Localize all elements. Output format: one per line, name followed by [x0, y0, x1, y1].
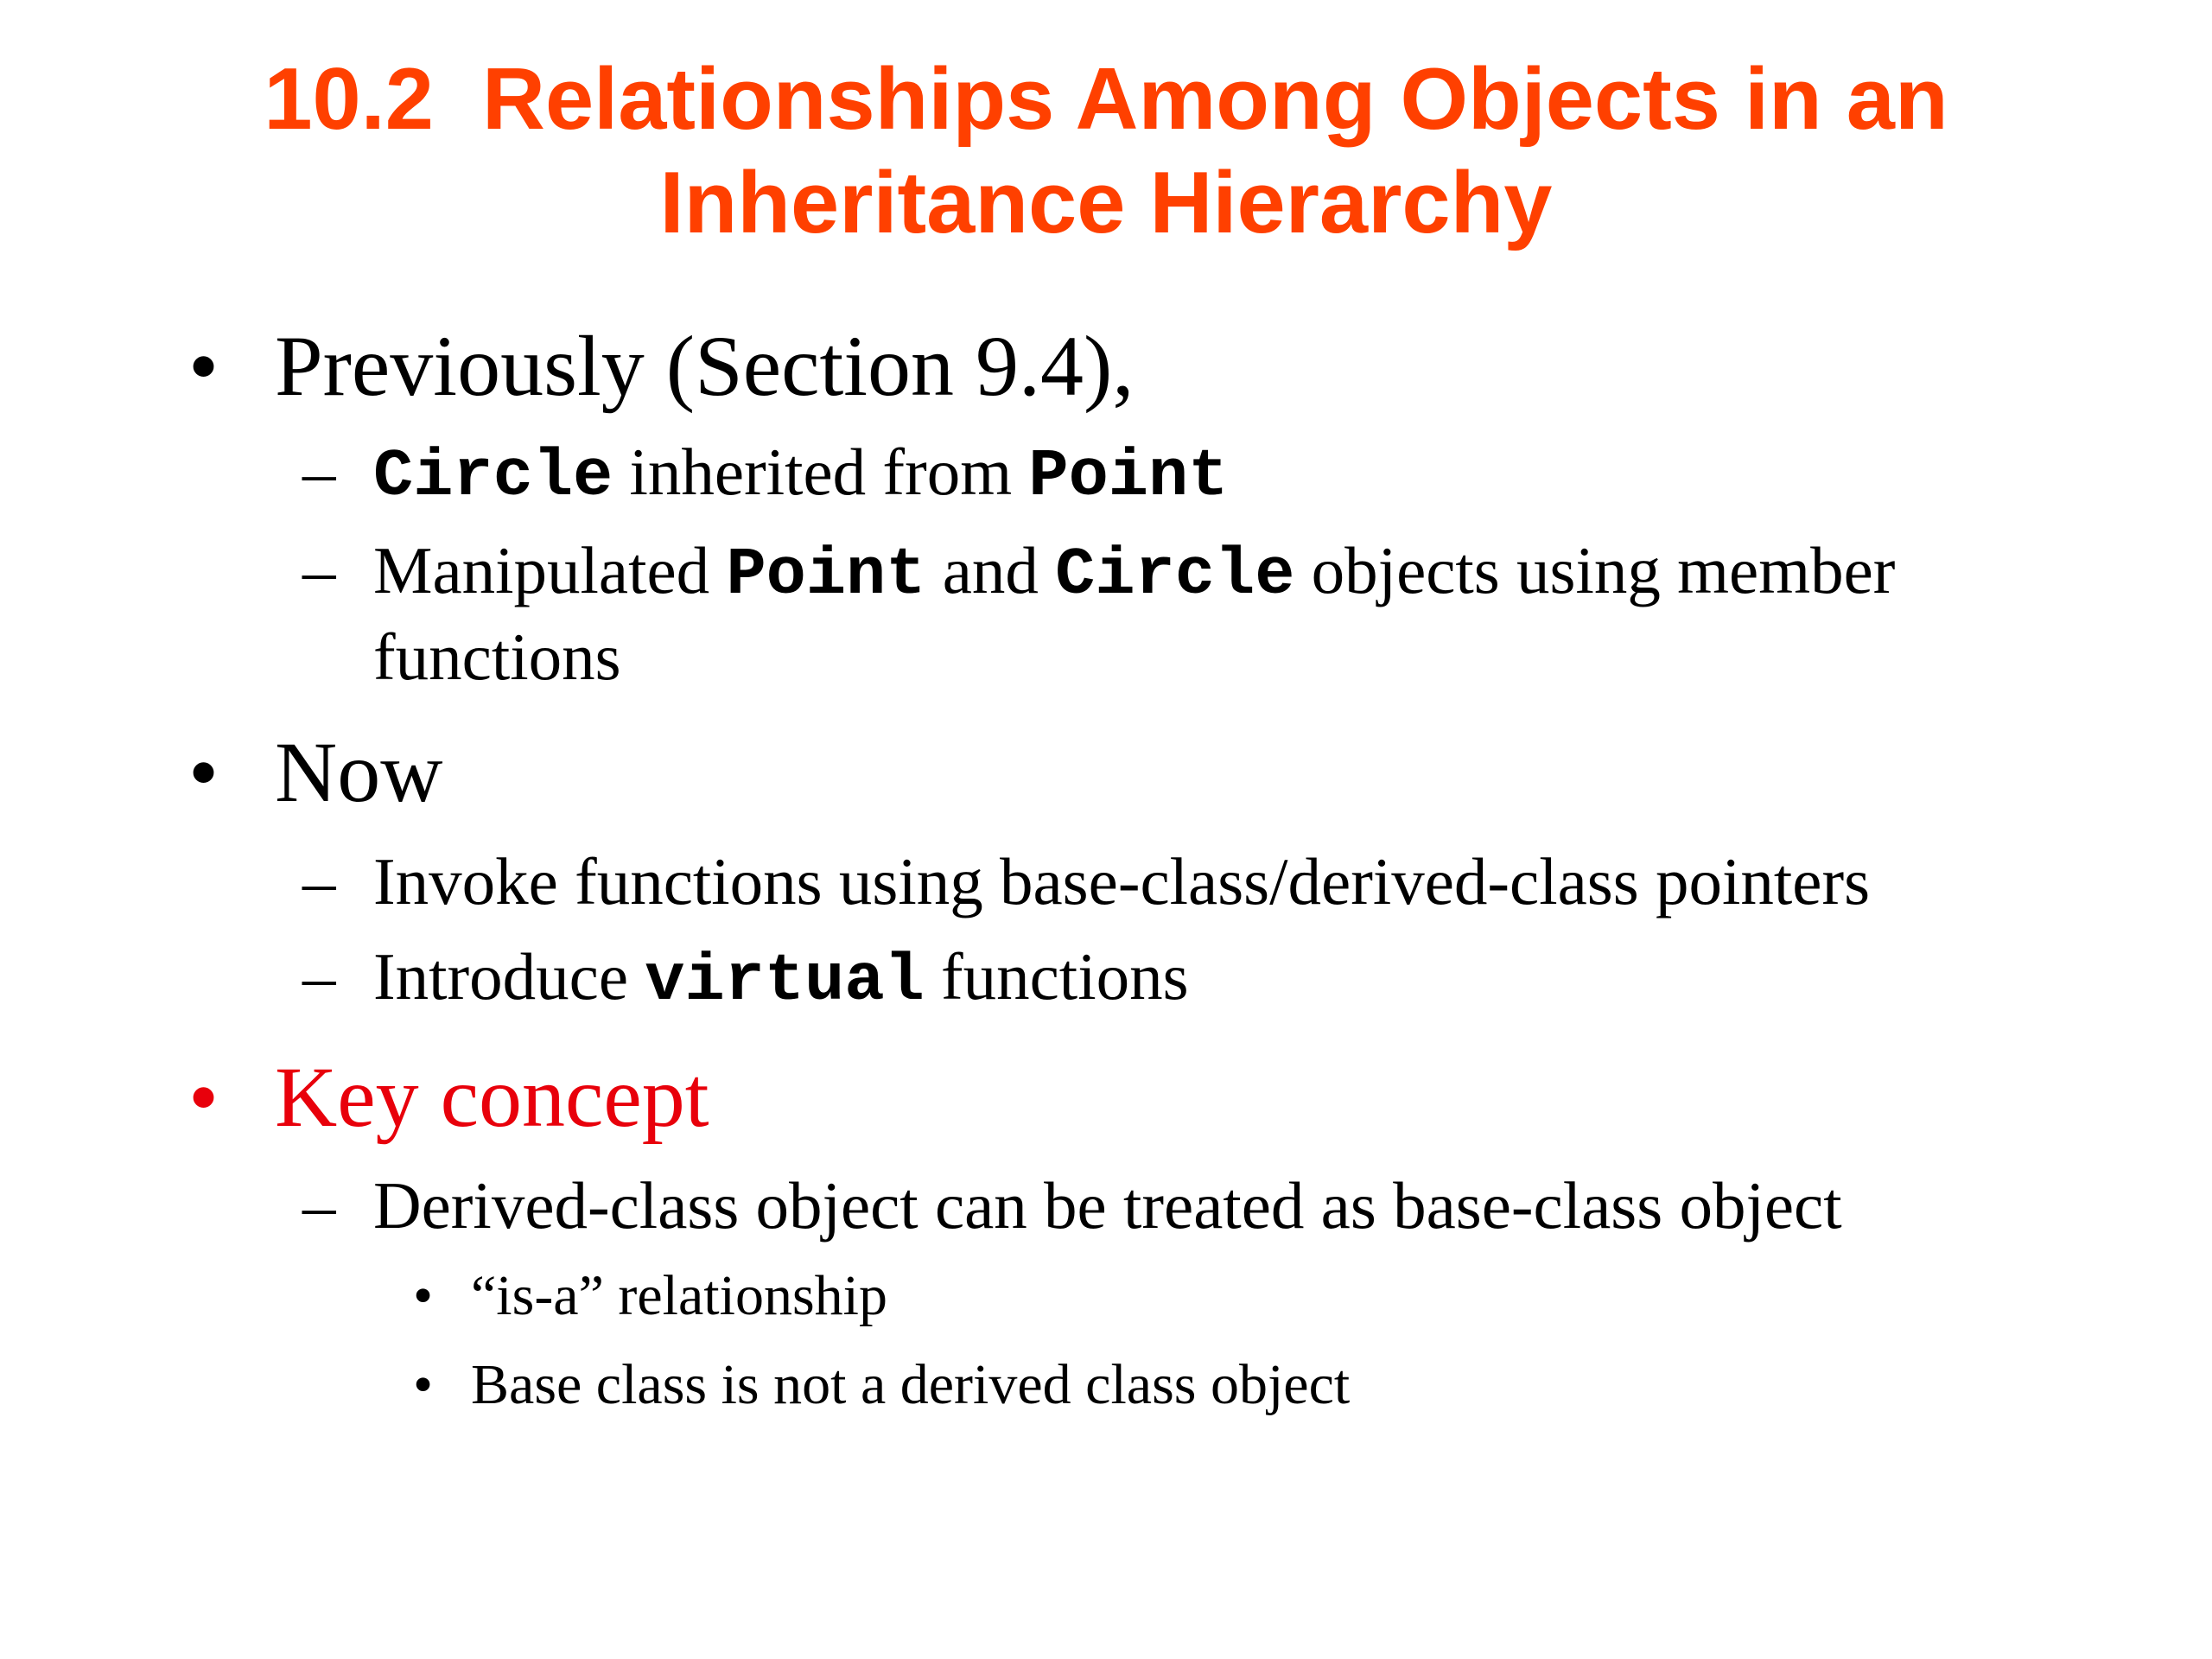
code-circle: Circle	[373, 440, 613, 515]
sub-sub-bullet-text: “is-a” relationship	[471, 1264, 887, 1327]
dash-marker: –	[302, 844, 336, 918]
bullet-marker: •	[188, 724, 219, 820]
bullet-marker: •	[413, 1264, 434, 1327]
text-segment: functions	[924, 939, 1189, 1014]
bullet-text: Now	[275, 724, 443, 820]
continuation-text: functions	[373, 620, 621, 694]
code-virtual: virtual	[645, 944, 925, 1020]
sub-sub-bullet-text: Base class is not a derived class object	[471, 1353, 1351, 1416]
code-point: Point	[726, 538, 926, 613]
sub-bullet-text	[373, 527, 1895, 620]
sub-bullet-text: Invoke functions using base-class/derived-class pointers	[373, 844, 1871, 918]
text-segment: Introduce	[373, 939, 645, 1014]
sub-bullet-text: Derived-class object can be treated as base-class object	[373, 1168, 1842, 1243]
sub-bullet-text	[373, 429, 1228, 521]
dash-marker: –	[302, 1168, 336, 1243]
dash-marker: –	[302, 435, 336, 509]
bullet-marker: •	[188, 1049, 219, 1145]
title-line-2: Inheritance Hierarchy	[659, 155, 1553, 251]
slide-title	[0, 48, 2212, 255]
dash-marker: –	[302, 533, 336, 607]
sub-bullet-text	[373, 933, 1189, 1026]
text-segment: and	[925, 533, 1056, 607]
code-point: Point	[1028, 440, 1229, 515]
code-circle: Circle	[1055, 538, 1295, 613]
text-segment: inherited from	[613, 435, 1029, 509]
dash-marker: –	[302, 939, 336, 1014]
text-segment: objects using member	[1294, 533, 1896, 607]
bullet-marker: •	[188, 318, 219, 414]
text-segment: Manipulated	[373, 533, 727, 607]
bullet-marker: •	[413, 1353, 434, 1416]
bullet-text: Previously (Section 9.4),	[275, 318, 1135, 414]
bullet-text: Key concept	[275, 1049, 709, 1145]
title-line-1: 10.2 Relationships Among Objects in an	[264, 51, 1948, 148]
